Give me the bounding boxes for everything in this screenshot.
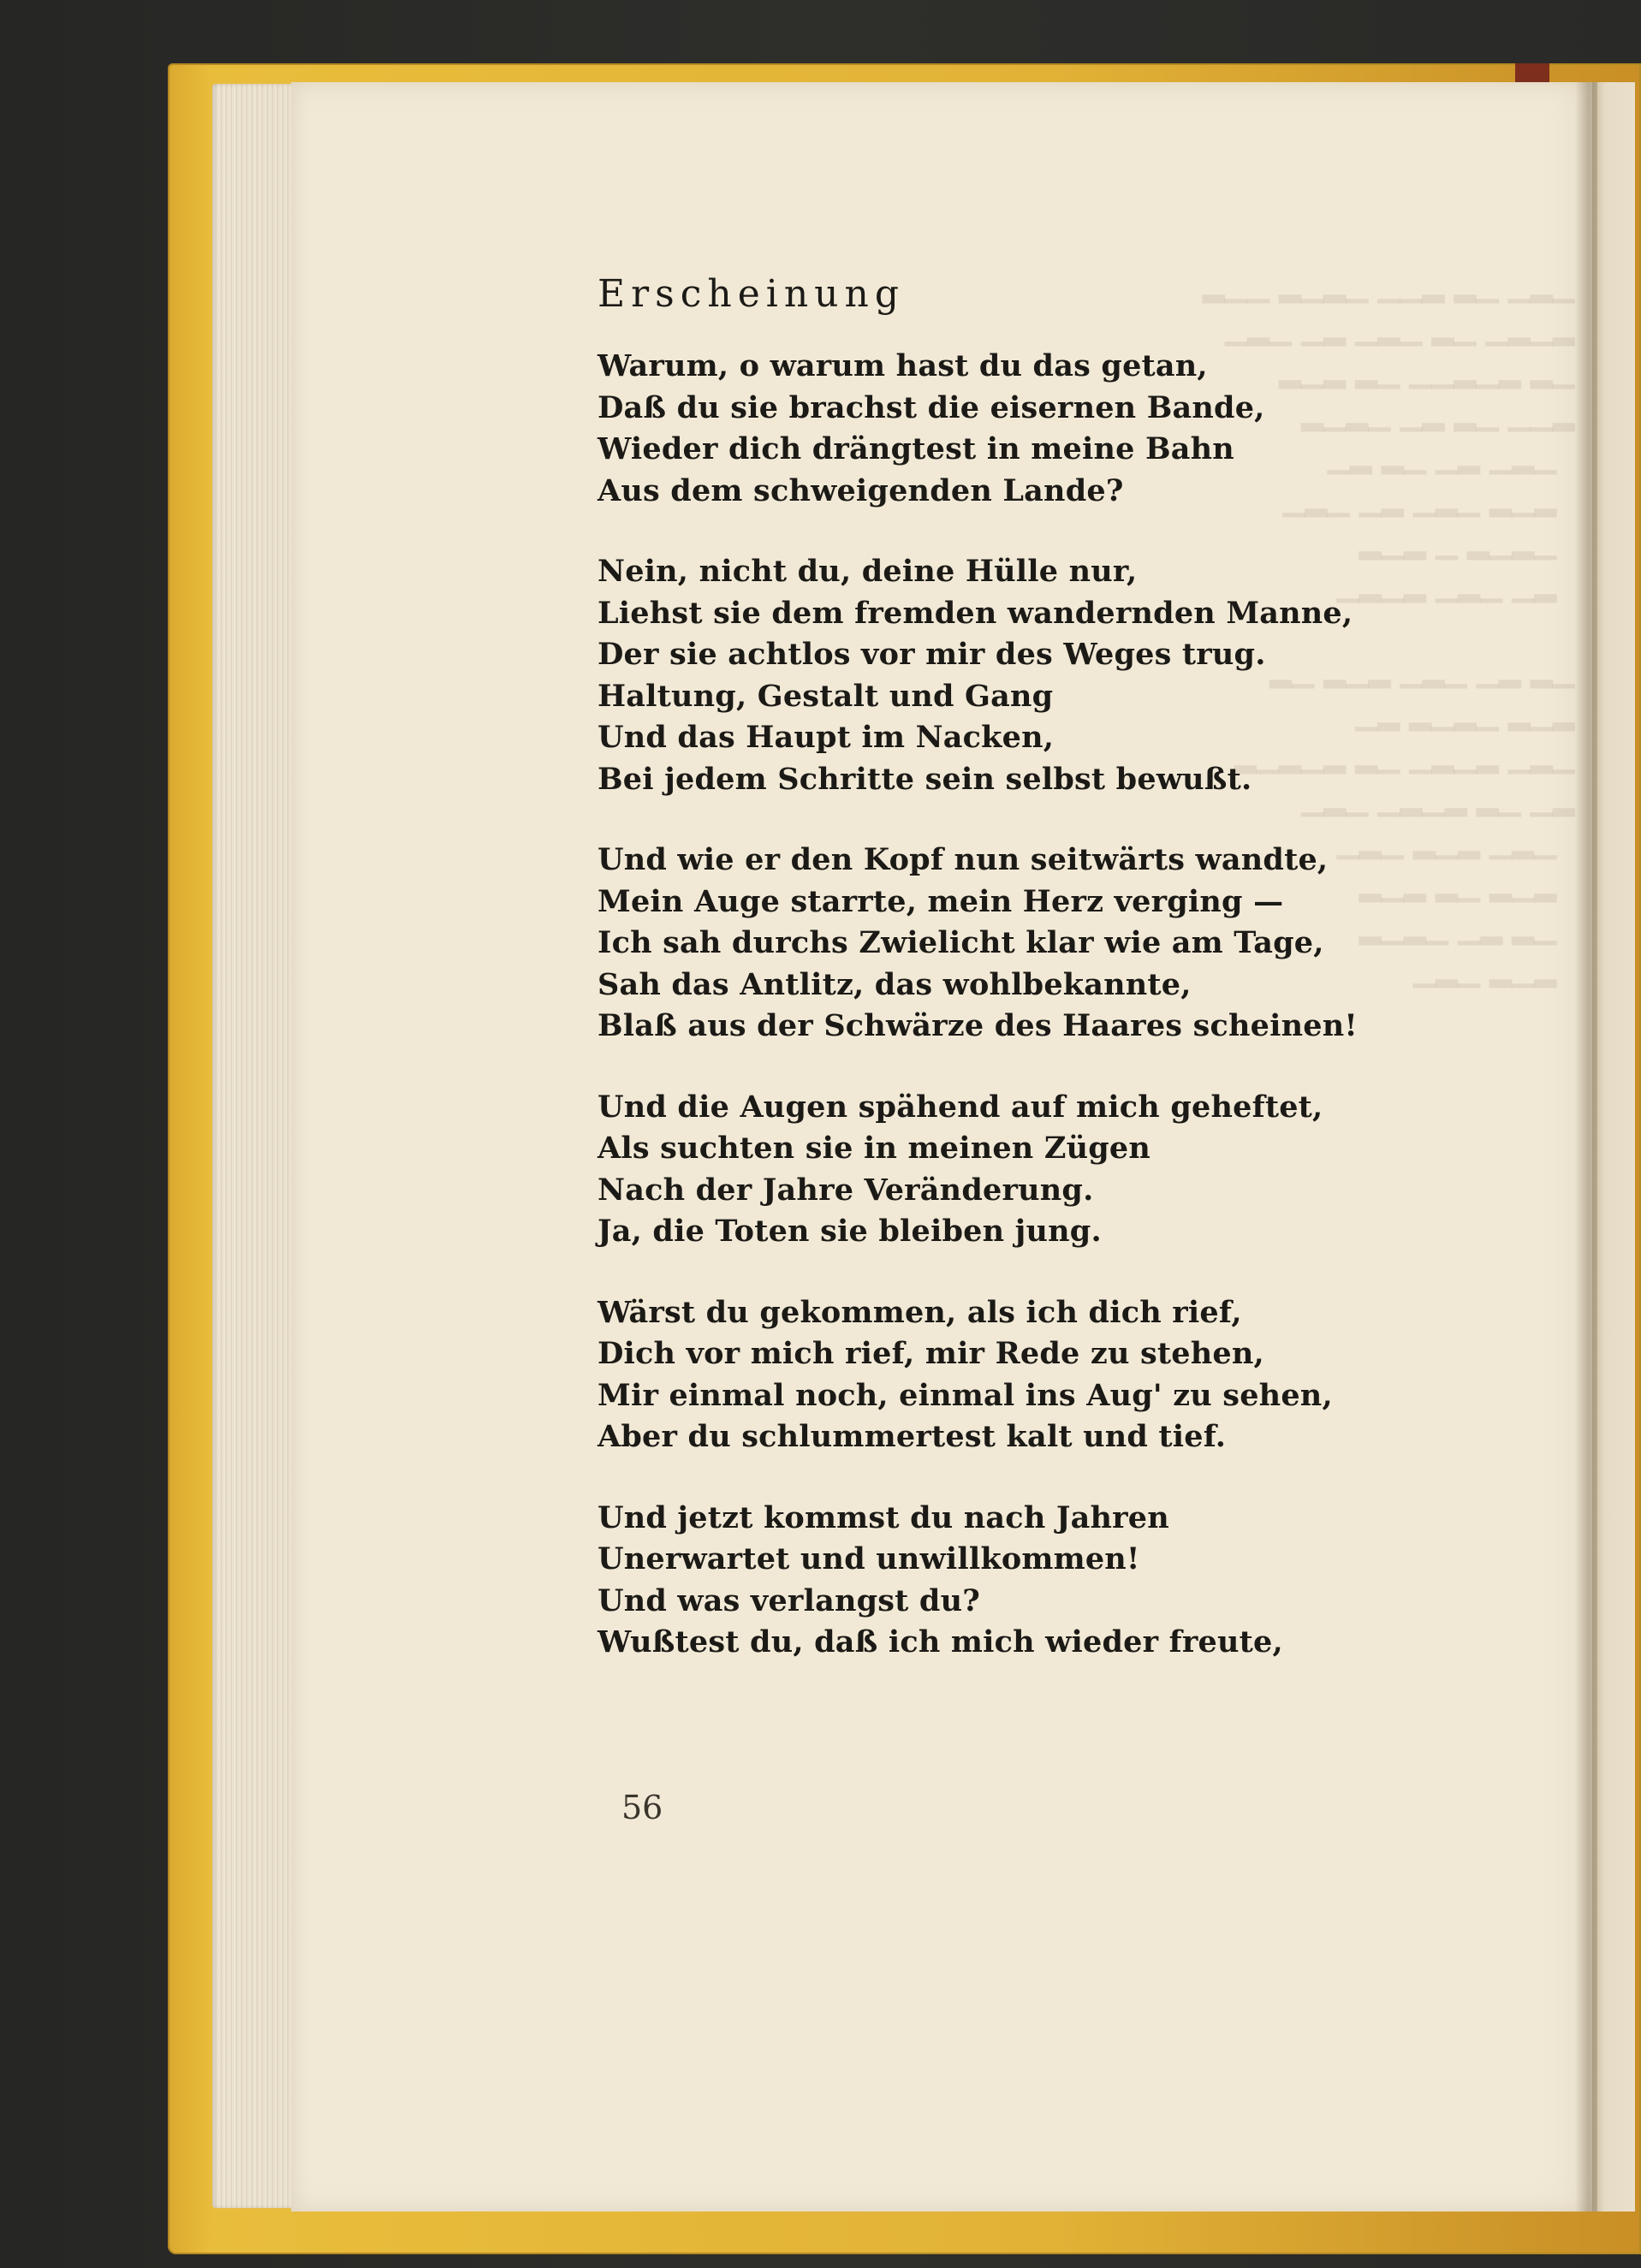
- stanza: [598, 551, 1368, 800]
- poem-line: Aus dem schweigenden Lande?: [598, 472, 1124, 508]
- poem-line: Liehst sie dem fremden wandernden Manne,: [598, 595, 1353, 631]
- poem-line: Ich sah durchs Zwielicht klar wie am Tage,: [598, 925, 1324, 960]
- poem-line: Als suchten sie in meinen Zügen: [598, 1131, 1151, 1166]
- poem-line: Aber du schlummertest kalt und tief.: [598, 1419, 1227, 1454]
- poem-line: Und die Augen spähend auf mich geheftet,: [598, 1089, 1323, 1125]
- poem-line: Warum, o warum hast du das getan,: [598, 348, 1208, 383]
- poem-line: Wärst du gekommen, als ich dich rief,: [598, 1294, 1242, 1330]
- poem-line: Und jetzt kommst du nach Jahren: [598, 1499, 1169, 1535]
- poem-line: Unerwartet und unwillkommen!: [598, 1541, 1140, 1576]
- poem: [598, 270, 1368, 1703]
- poem-title: Erscheinung: [598, 272, 906, 316]
- poem-line: Bei jedem Schritte sein selbst bewußt.: [598, 761, 1252, 797]
- show-through-texture: ▁▂▁ ▁▂ ▂▁▁ ▁▂▁▂ ▁▁▂ ▂▁▂▁ ▁▂ ▁▂▁ ▂▁ ▁▂▁ ▁▂ ▂▁▂▁▁ ▁▂ ▂▁▂ ▂▁▁ ▁▂ ▂▁ ▁▂▁▂ ▁▂▁ ▂▁ ▁▂ ▂▁ ▂▁▂ ▁▂▁ ▂▁ ▁▂▁ ▁▂▁▂ ▁ ▂▁▂ ▂▁ ▁▂▁ ▂▁▂▁ ▁▂ ▂▁ ▁▂▁ ▂▁▂ ▁▂ ▂▁▂ ▁▂▁▂ ▂▁ ▁▂▁ ▂▁▂▁ ▁▂ ▂▁▂▁▂ ▂▁ ▁▂ ▂▁▂▁ ▁▂▁ ▁▂▁ ▂▁▂ ▁▂▁ ▂▁▂ ▁▂ ▂▁▂ ▁▂ ▂▁ ▁▂▁▂ ▂▁▂ ▁▂▁: [1202, 270, 1575, 989]
- poem-line: Haltung, Gestalt und Gang: [598, 678, 1054, 714]
- stanza: [598, 346, 1368, 512]
- poem-line: Ja, die Toten sie bleiben jung.: [598, 1214, 1102, 1249]
- stanza: [598, 1292, 1368, 1458]
- poem-line: Und das Haupt im Nacken,: [598, 720, 1055, 755]
- page-gutter: [1575, 82, 1597, 2212]
- poem-line: Blaß aus der Schwärze des Haares scheinen!: [598, 1008, 1358, 1043]
- poem-line: Wieder dich drängtest in meine Bahn: [598, 431, 1234, 466]
- facing-page-edge: [1592, 82, 1635, 2212]
- poem-line: Nein, nicht du, deine Hülle nur,: [598, 554, 1138, 589]
- poem-line: Daß du sie brachst die eisernen Bande,: [598, 389, 1265, 425]
- poem-line: Und wie er den Kopf nun seitwärts wandte,: [598, 842, 1329, 877]
- poem-line: Sah das Antlitz, das wohlbekannte,: [598, 966, 1192, 1002]
- poem-line: Dich vor mich rief, mir Rede zu stehen,: [598, 1336, 1264, 1371]
- page-number: 56: [621, 1789, 663, 1826]
- stanza: [598, 1087, 1368, 1253]
- poem-line: Und was verlangst du?: [598, 1582, 980, 1618]
- poem-line: Mein Auge starrte, mein Herz verging —: [598, 883, 1284, 919]
- poem-line: Der sie achtlos vor mir des Weges trug.: [598, 637, 1266, 672]
- poem-line: Nach der Jahre Veränderung.: [598, 1172, 1094, 1208]
- stanza: [598, 840, 1368, 1048]
- poem-line: Mir einmal noch, einmal ins Aug' zu sehen,: [598, 1377, 1333, 1413]
- stanza: [598, 1498, 1368, 1664]
- poem-line: Wußtest du, daß ich mich wieder freute,: [598, 1624, 1283, 1659]
